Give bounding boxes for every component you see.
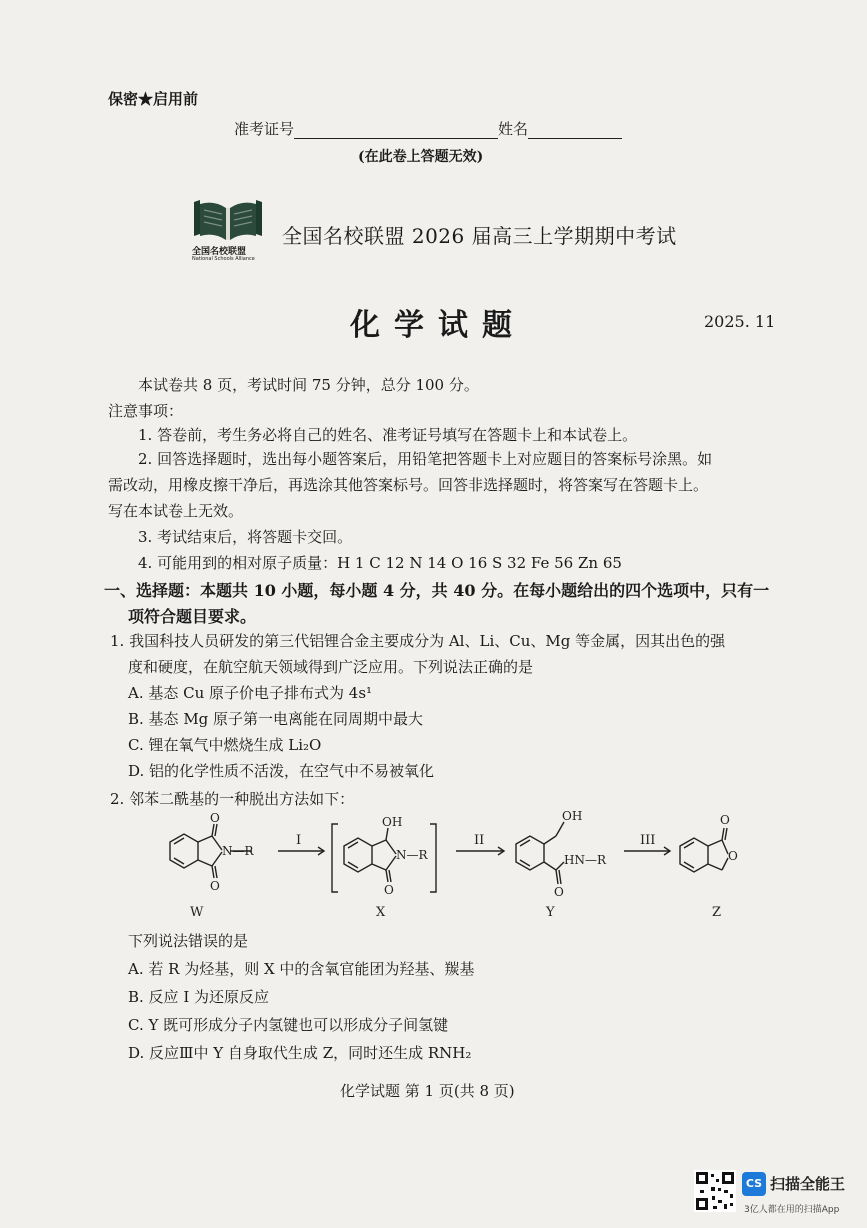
label-z: Z [712,905,722,920]
q1-option-c: C. 锂在氧气中燃烧生成 Li₂O [128,736,322,754]
note-item: 4. 可能用到的相对原子质量：H 1 C 12 N 14 O 16 S 32 Fe 56 Zn 65 [138,554,622,572]
scanner-watermark [694,1170,854,1222]
label-w: W [190,905,204,920]
y-amide-n: HN—R [564,853,606,867]
logo-org-en: National Schools Alliance [192,256,255,262]
subject-title: 化学试题 [350,308,526,343]
camscanner-tagline: 3亿人都在用的扫描App [744,1205,840,1215]
reaction-scheme [160,810,760,920]
note-item: 1. 答卷前，考生务必将自己的姓名、准考证号填写在答题卡上和本试卷上。 [138,426,638,444]
note-item: 2. 回答选择题时，选出每小题答案后，用铅笔把答题卡上对应题目的答案标号涂黑。如 [138,450,713,468]
intro-text: 本试卷共 8 页，考试时间 75 分钟，总分 100 分。 [138,376,479,394]
molecule-y [516,822,564,884]
x-nitrogen-r: N—R [396,848,428,862]
step-2-label: II [474,833,485,848]
q2-option-a: A. 若 R 为烃基，则 X 中的含氧官能团为羟基、羰基 [128,960,475,978]
z-ring-o: O [728,849,738,863]
section-heading: 一、选择题：本题共 10 小题，每小题 4 分，共 40 分。在每小题给出的四个选项中，只有一 [104,581,770,600]
molecule-z [680,828,728,872]
page-footer: 化学试题 第 1 页(共 8 页) [340,1082,515,1100]
exam-date: 2025. 11 [704,312,776,331]
q2-stem: 2. 邻苯二酰基的一种脱出方法如下： [110,790,355,808]
q1-option-a: A. 基态 Cu 原子价电子排布式为 4s¹ [128,684,373,702]
q2-option-c: C. Y 既可形成分子内氢键也可以形成分子间氢键 [128,1016,449,1034]
exam-id-row [234,118,622,139]
qr-code-icon [694,1170,736,1212]
section-heading-cont: 项符合题目要求。 [128,607,257,626]
q1-option-b: B. 基态 Mg 原子第一电离能在同周期中最大 [128,710,424,728]
y-oxygen: O [554,885,564,899]
note-item: 写在本试卷上无效。 [108,502,244,520]
notes-heading: 注意事项： [108,402,184,420]
camscanner-name: 扫描全能王 [770,1175,846,1193]
q1-option-d: D. 铝的化学性质不活泼，在空气中不易被氧化 [128,762,435,780]
x-hydroxyl: OH [382,815,403,829]
name-field[interactable] [528,124,622,139]
q1-stem-cont: 度和硬度，在航空航天领域得到广泛应用。下列说法正确的是 [128,658,534,676]
label-x: X [376,905,386,920]
logo-org-cn: 全国名校联盟 [192,247,247,257]
x-oxygen: O [384,883,394,897]
y-hydroxyl: OH [562,810,583,823]
q2-option-d: D. 反应Ⅲ中 Y 自身取代生成 Z，同时还生成 RNH₂ [128,1044,472,1062]
bleed-through [400,92,404,106]
q2-option-b: B. 反应 I 为还原反应 [128,988,270,1006]
w-oxygen-top: O [210,811,220,825]
exam-title: 全国名校联盟 2026 届高三上学期期中考试 [282,224,677,248]
note-item: 需改动，用橡皮擦干净后，再选涂其他答案标号。回答非选择题时，将答案写在答题卡上。 [108,476,709,494]
w-oxygen-bottom: O [210,879,220,893]
step-1-label: I [296,833,302,848]
molecule-x [344,828,396,882]
name-label: 姓名 [498,120,529,138]
secret-label: 保密★启用前 [108,90,199,108]
note-item: 3. 考试结束后，将答题卡交回。 [138,528,353,546]
alliance-logo [188,198,268,264]
step-3-label: III [640,833,656,848]
w-nitrogen-r: N—R [222,844,254,858]
invalid-note: (在此卷上答题无效) [358,149,484,165]
q2-prompt: 下列说法错误的是 [128,932,249,950]
exam-id-field[interactable] [294,124,498,139]
exam-id-label: 准考证号 [234,120,295,138]
label-y: Y [546,905,555,920]
z-carbonyl-o: O [720,813,730,827]
q1-stem: 1. 我国科技人员研发的第三代铝锂合金主要成分为 Al、Li、Cu、Mg 等金属，因其出色的强 [110,632,726,650]
camscanner-badge: CS [742,1172,766,1196]
